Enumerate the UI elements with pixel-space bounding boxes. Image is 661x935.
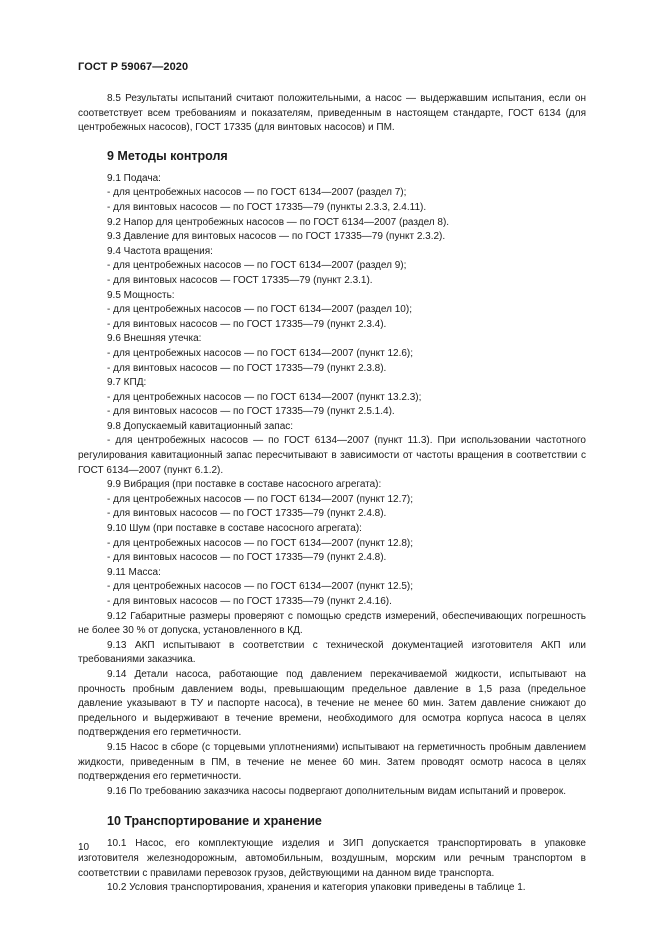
section-9-items-part-1	[78, 172, 586, 435]
clause-line: 9.7 КПД:	[107, 377, 147, 389]
list-item: - для центробежных насосов — по ГОСТ 6134—2007 (раздел 7);	[107, 187, 407, 199]
clause-line: 9.8 Допускаемый кавитационный запас:	[107, 420, 294, 432]
list-item: - для центробежных насосов — по ГОСТ 6134—2007 (раздел 10);	[107, 304, 412, 316]
clause-line: 9.11 Масса:	[107, 566, 161, 578]
list-item: - для винтовых насосов — по ГОСТ 17335—79 (пункт 2.4.8).	[107, 552, 387, 564]
clause-line: 9.3 Давление для винтовых насосов — по ГОСТ 17335—79 (пункт 2.3.2).	[107, 231, 446, 243]
clause-line: 9.5 Мощность:	[107, 289, 175, 301]
list-item: - для винтовых насосов — по ГОСТ 17335—79 (пункт 2.4.16).	[107, 596, 392, 607]
clause-line: 9.4 Частота вращения:	[107, 245, 213, 257]
document-code-header: ГОСТ Р 59067—2020	[78, 61, 189, 73]
paragraph-9-14: 9.14 Детали насоса, работающие под давлением перекачиваемой жидкости, испытывают на прочность пробным давлением воды, превышающим предельное давление в 1,5 раза (предельное давление указывают в ТУ и паспорте насоса), в течение не менее 60 мин. Затем давление снижают до предельного и выдерживают в течение времени, необходимого для осмотра корпуса насоса в целях подтверждения его герметичности.	[78, 668, 586, 739]
clause-line: 9.6 Внешняя утечка:	[107, 333, 202, 345]
list-item: - для центробежных насосов — по ГОСТ 6134—2007 (пункт 12.8);	[107, 537, 414, 549]
clause-line: 9.2 Напор для центробежных насосов — по ГОСТ 6134—2007 (раздел 8).	[107, 216, 450, 228]
list-item: - для центробежных насосов — по ГОСТ 6134—2007 (пункт 12.6);	[107, 347, 414, 359]
document-body	[78, 92, 586, 896]
list-item: - для центробежных насосов — по ГОСТ 6134—2007 (раздел 9);	[107, 260, 407, 272]
list-item: - для центробежных насосов — по ГОСТ 6134—2007 (пункт 12.7);	[107, 493, 414, 505]
list-item: - для центробежных насосов — по ГОСТ 6134—2007 (пункт 12.5);	[107, 581, 414, 593]
paragraph-8-5: 8.5 Результаты испытаний считают положительными, а насос — выдержавшим испытания, если он соответствует всем требованиям и показателям, приведенным в настоящем стандарте, ГОСТ 6134 (для центробежных насосов), ГОСТ 17335 (для винтовых насосов) и ПМ.	[78, 93, 586, 134]
clause-line: 9.9 Вибрация (при поставке в составе насосного агрегата):	[107, 479, 382, 491]
paragraph-9-15: 9.15 Насос в сборе (с торцевыми уплотнениями) испытывают на герметичность пробным давлением жидкости, приведенным в ПМ, в течение не менее 60 мин. Затем проводят осмотр насоса в целях подтверждения его герметичности.	[78, 741, 586, 783]
clause-line: 9.10 Шум (при поставке в составе насосного агрегата):	[107, 523, 362, 535]
paragraph-10-2: 10.2 Условия транспортирования, хранения и категория упаковки приведены в таблице 1.	[107, 882, 526, 894]
list-item: - для винтовых насосов — по ГОСТ 17335—79 (пункт 2.4.8).	[107, 508, 387, 520]
list-item: - для центробежных насосов — по ГОСТ 6134—2007 (пункт 13.2.3);	[107, 391, 422, 403]
paragraph-9-8-detail: - для центробежных насосов — по ГОСТ 6134—2007 (пункт 11.3). При использовании частотного регулирования кавитационный запас пересчитывают в зависимости от частоты вращения в соответствии с ГОСТ 6134—2007 (пункт 6.1.2).	[78, 435, 586, 476]
list-item: - для винтовых насосов — по ГОСТ 17335—79 (пункт 2.5.1.4).	[107, 406, 395, 418]
paragraph-9-16: 9.16 По требованию заказчика насосы подвергают дополнительным видам испытаний и проверок.	[107, 785, 567, 797]
paragraph-9-12: 9.12 Габаритные размеры проверяют с помощью средств измерений, обеспечивающих погрешность не более 30 % от допуска, установленного в КД.	[78, 610, 586, 637]
clause-line: 9.1 Подача:	[107, 172, 161, 184]
section-9-heading: 9 Методы контроля	[107, 148, 228, 163]
list-item: - для винтовых насосов — по ГОСТ 17335—79 (пункты 2.3.3, 2.4.11).	[107, 201, 427, 213]
paragraph-10-1: 10.1 Насос, его комплектующие изделия и ЗИП допускается транспортировать в упаковке изготовителя железнодорожным, автомобильным, воздушным, морским или речным транспортом в соответствии с правилами перевозок грузов, действующими на данном виде транспорта.	[78, 838, 586, 879]
paragraph-9-13: 9.13 АКП испытывают в соответствии с технической документацией изготовителя АКП или требованиями заказчика.	[78, 639, 586, 666]
list-item: - для винтовых насосов — по ГОСТ 17335—79 (пункт 2.3.8).	[107, 362, 387, 374]
list-item: - для винтовых насосов — ГОСТ 17335—79 (пункт 2.3.1).	[107, 274, 373, 286]
section-9-items-part-2	[78, 478, 586, 609]
list-item: - для винтовых насосов — по ГОСТ 17335—79 (пункт 2.3.4).	[107, 318, 387, 330]
section-10-heading: 10 Транспортирование и хранение	[107, 814, 322, 829]
page-number: 10	[78, 842, 90, 853]
